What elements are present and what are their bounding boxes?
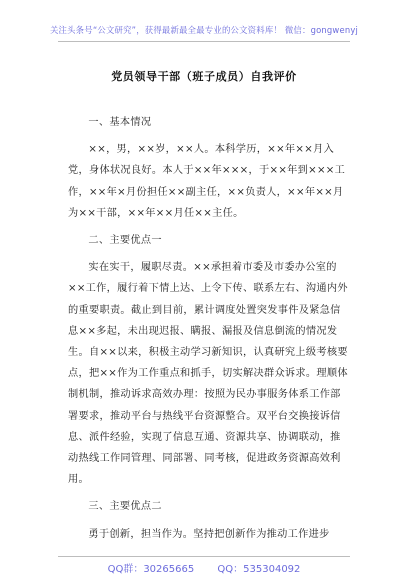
header-divider: [58, 41, 350, 42]
footer: [0, 560, 408, 575]
document-body: [68, 112, 348, 551]
paragraph-basic-info: ××，男，××岁，××人。本科学历，××年××月入党，身体状况良好。本人于××年×××，于××年到×××工作，××年×月份担任××副主任，××负责人，××年××月为××干部，××年××月任××主任。: [68, 144, 346, 219]
section-heading-basic-info: 一、基本情况: [88, 117, 152, 128]
footer-qq-group: QQ群：30265665: [107, 564, 195, 575]
paragraph-strength-one: 实在实干，履职尽责。××承担着市委及市委办公室的××工作，履行着下情上达、上令下传、联系左右、沟通内外的重要职责。截止到目前，累计调度处置突发事件及紧急信息××多起，未出现迟报、瞒报、漏报及信息倒流的情况发生。自××以来，积极主动学习新知识，认真研究上级考核要点，把××作为工作重点和抓手，切实解决群众诉求。理顺体制机制，推动诉求高效办理：按照为民办事服务体系工作部署要求，推动平台与热线平台资源整合。双平台交换接诉信息、派件经验，实现了信息互通、资源共享、协调联动，推动热线工作同管理、同部署、同考核，促进政务资源高效利用。: [68, 262, 348, 486]
document-title: 党员领导干部（班子成员）自我评价: [111, 70, 297, 83]
section-heading-strength-two: 三、主要优点二: [88, 501, 162, 513]
section-heading-strength-one: 二、主要优点一: [88, 235, 162, 247]
footer-qq: QQ：535304092: [217, 564, 301, 575]
paragraph-strength-two: 勇于创新，担当作为。坚持把创新作为推动工作进步: [88, 528, 330, 540]
header-note: 关注头条号“公文研究”，获得最新最全最专业的公文资料库！ 微信：gongwenyj: [49, 25, 359, 35]
footer-divider: [58, 556, 350, 557]
